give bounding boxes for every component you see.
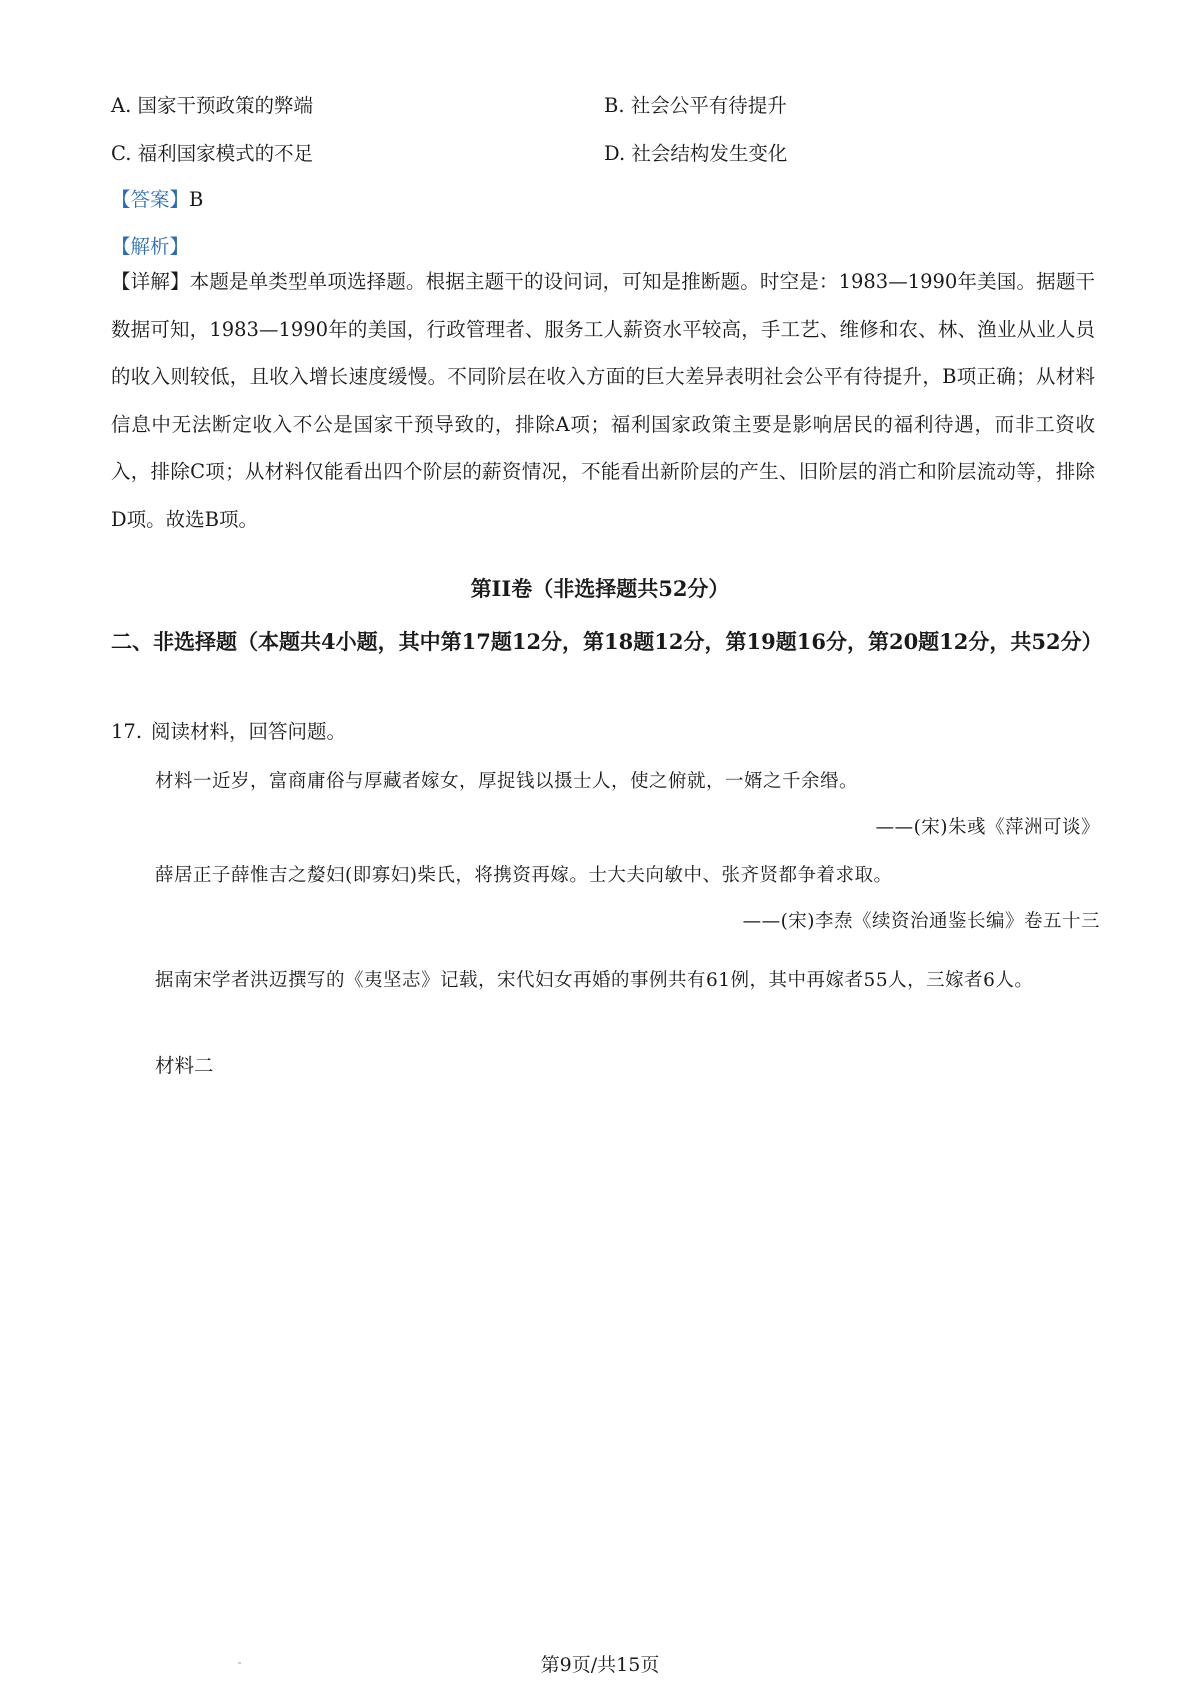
page-footer: 第9页/共15页 xyxy=(540,1654,660,1676)
option-c: C. 福利国家模式的不足 xyxy=(111,142,314,165)
material-two-label: 材料二 xyxy=(155,1054,214,1077)
answer-label: 【答案】 xyxy=(111,188,190,211)
part-heading: 二、非选择题（本题共4小题，其中第17题12分，第18题12分，第19题16分，第20题12分，共52分） xyxy=(111,629,1103,654)
detail-text: 本题是单类型单项选择题。根据主题干的设问词，可知是推断题。时空是：1983—1990年美国。据题干数据可知，1983—1990年的美国，行政管理者、服务工人薪资水平较高，手工艺、维修和农、林、渔业从业人员的收入则较低，且收入增长速度缓慢。不同阶层在收入方面的巨大差异表明社会公平有待提升，B项正确；从材料信息中无法断定收入不公是国家干预导致的，排除A项；福利国家政策主要是影响居民的福利待遇，而非工资收入，排除C项；从材料仅能看出四个阶层的薪资情况，不能看出新阶层的产生、旧阶层的消亡和阶层流动等，排除D项。故选B项。 xyxy=(111,270,1095,531)
option-a: A. 国家干预政策的弊端 xyxy=(111,94,313,117)
material-one-source-1: ——(宋)朱彧《萍洲可谈》 xyxy=(875,817,1100,838)
option-b: B. 社会公平有待提升 xyxy=(604,94,787,117)
option-d: D. 社会结构发生变化 xyxy=(604,142,788,165)
material-one-quote-3: 据南宋学者洪迈撰写的《夷坚志》记载，宋代妇女再婚的事例共有61例，其中再嫁者55人，三嫁者6人。 xyxy=(155,970,1034,991)
question-number: 17. xyxy=(111,720,143,743)
detail-paragraph xyxy=(111,258,1095,543)
material-one-source-2: ——(宋)李焘《续资治通鉴长编》卷五十三 xyxy=(742,911,1100,932)
analysis-label: 【解析】 xyxy=(111,235,190,258)
detail-label: 【详解】 xyxy=(111,270,190,293)
answer-line xyxy=(111,186,203,214)
answer-value: B xyxy=(189,188,204,211)
question-17 xyxy=(111,718,346,746)
section-title: 第II卷（非选择题共52分） xyxy=(470,576,730,601)
material-one-quote-2: 薛居正子薛惟吉之嫠妇(即寡妇)柴氏，将携资再嫁。士大夫向敏中、张齐贤都争着求取。 xyxy=(155,865,893,886)
question-prompt: 阅读材料，回答问题。 xyxy=(151,720,347,743)
material-one-quote-1: 材料一近岁，富商庸俗与厚藏者嫁女，厚捉钱以摄士人，使之俯就，一婿之千余缗。 xyxy=(155,771,859,792)
